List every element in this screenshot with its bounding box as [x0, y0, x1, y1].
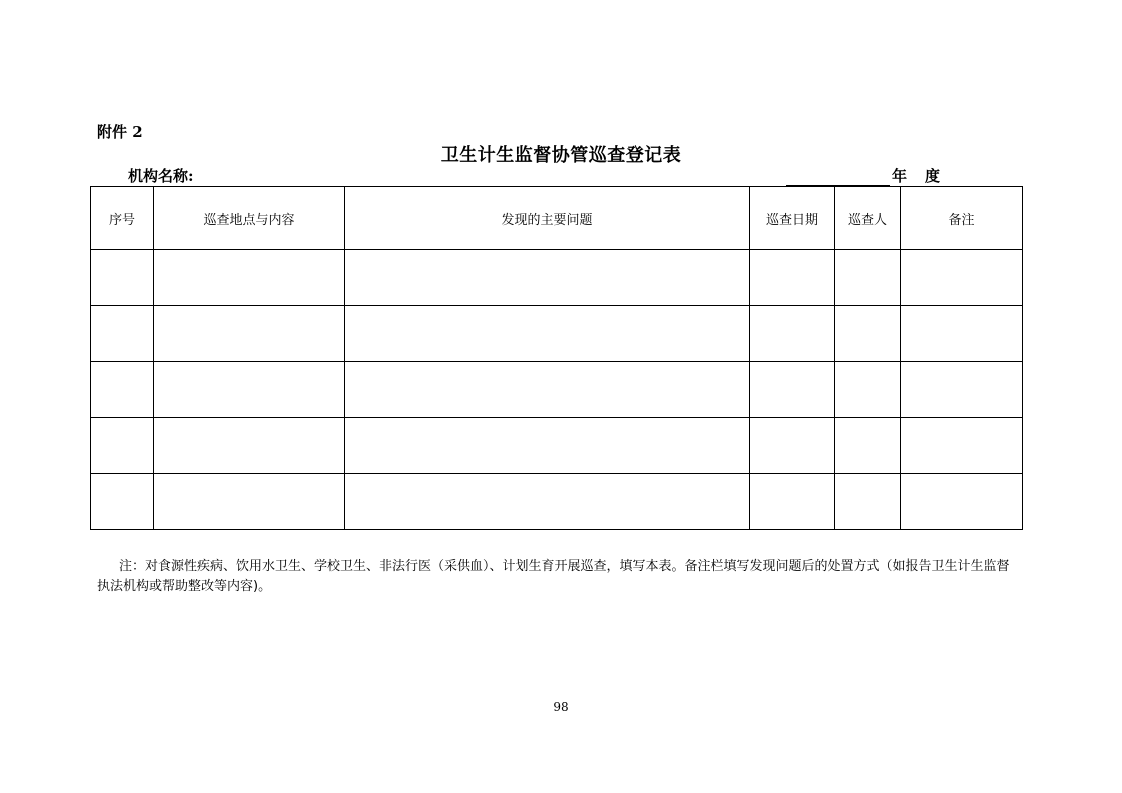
- attachment-label: 附件 2: [97, 123, 143, 141]
- table-row: [91, 418, 1023, 474]
- page-title: 卫生计生监督协管巡查登记表: [440, 145, 682, 166]
- table-cell[interactable]: [154, 306, 345, 362]
- header-main-issues: 发现的主要问题: [345, 187, 750, 250]
- table-cell[interactable]: [154, 362, 345, 418]
- year-suffix: 度: [925, 167, 941, 185]
- table-cell[interactable]: [154, 474, 345, 530]
- inspection-register-table: [90, 186, 1023, 530]
- table-cell[interactable]: [345, 418, 750, 474]
- header-serial-no: 序号: [91, 187, 154, 250]
- table-cell[interactable]: [154, 418, 345, 474]
- header-inspector: 巡查人: [835, 187, 901, 250]
- table-cell[interactable]: [91, 250, 154, 306]
- header-inspection-date: 巡查日期: [750, 187, 835, 250]
- table-cell[interactable]: [835, 250, 901, 306]
- table-cell[interactable]: [750, 474, 835, 530]
- table-cell[interactable]: [835, 362, 901, 418]
- table-cell[interactable]: [835, 418, 901, 474]
- table-cell[interactable]: [901, 362, 1023, 418]
- table-cell[interactable]: [154, 250, 345, 306]
- table-cell[interactable]: [750, 250, 835, 306]
- org-name-label: 机构名称:: [128, 167, 194, 185]
- footnote: 注：对食源性疾病、饮用水卫生、学校卫生、非法行医（采供血）、计划生育开展巡查，填写本表。备注栏填写发现问题后的处置方式（如报告卫生计生监督执法机构或帮助整改等内容)。: [97, 559, 1010, 594]
- table-cell[interactable]: [91, 474, 154, 530]
- header-remarks: 备注: [901, 187, 1023, 250]
- table-cell[interactable]: [750, 306, 835, 362]
- header-location-content: 巡查地点与内容: [154, 187, 345, 250]
- year-label: 年: [892, 167, 908, 185]
- table-cell[interactable]: [91, 418, 154, 474]
- table-cell[interactable]: [835, 306, 901, 362]
- table-cell[interactable]: [345, 362, 750, 418]
- table-cell[interactable]: [901, 306, 1023, 362]
- table-row: [91, 250, 1023, 306]
- table-row: [91, 362, 1023, 418]
- table-row: [91, 306, 1023, 362]
- table-cell[interactable]: [345, 474, 750, 530]
- table-cell[interactable]: [750, 362, 835, 418]
- table-cell[interactable]: [345, 250, 750, 306]
- table-row: [91, 474, 1023, 530]
- table-cell[interactable]: [901, 250, 1023, 306]
- table-cell[interactable]: [750, 418, 835, 474]
- table-cell[interactable]: [345, 306, 750, 362]
- table-cell[interactable]: [901, 474, 1023, 530]
- table-cell[interactable]: [91, 306, 154, 362]
- table-cell[interactable]: [901, 418, 1023, 474]
- page-number: 98: [553, 700, 569, 714]
- table-header-row: [91, 187, 1023, 250]
- year-field: [786, 165, 940, 186]
- year-blank-line[interactable]: [786, 167, 890, 186]
- table-cell[interactable]: [835, 474, 901, 530]
- table-cell[interactable]: [91, 362, 154, 418]
